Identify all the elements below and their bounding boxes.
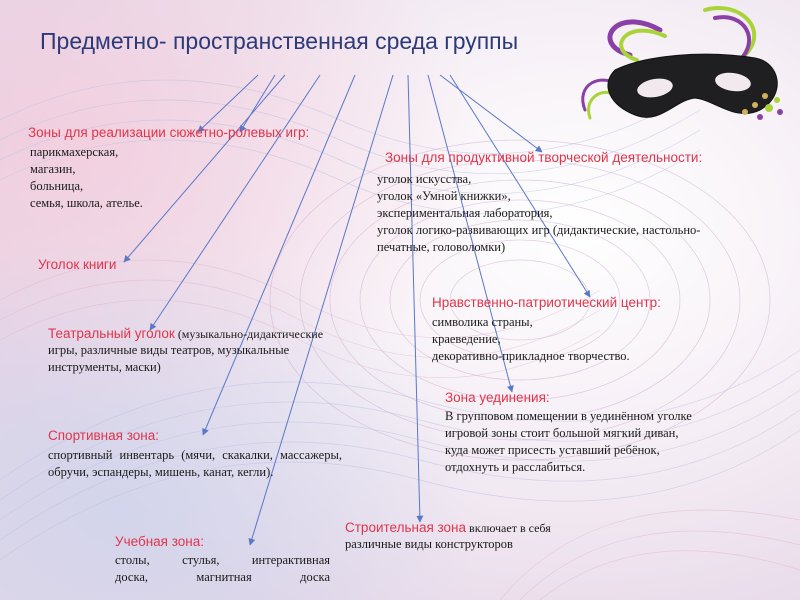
sport-description: обручи, эспандеры, мишень, канат, кегли).	[48, 465, 274, 479]
arrow-construction	[408, 75, 420, 522]
role-play-zone	[28, 125, 309, 212]
solitude-heading: Зона уединения:	[445, 390, 550, 405]
arrow-role-play	[198, 75, 258, 132]
list-item: семья, школа, ателье.	[30, 196, 143, 210]
carnival-mask-icon	[555, 0, 800, 135]
role-play-heading: Зоны для реализации сюжетно-ролевых игр:	[28, 125, 310, 140]
theater-description: (музыкально-дидактические	[174, 327, 324, 341]
list-item: уголок «Умной книжки»,	[377, 189, 511, 203]
list-item: больница,	[30, 179, 84, 193]
solitude-zone	[445, 390, 692, 476]
arrow-role-play-2	[240, 75, 275, 132]
study-zone	[115, 534, 330, 586]
list-item: экспериментальная лаборатория,	[377, 206, 553, 220]
sport-description: спортивный инвентарь (мячи, скакалки, массажеры,	[48, 448, 342, 462]
list-item: уголок искусства,	[377, 172, 472, 186]
study-heading: Учебная зона:	[115, 534, 204, 549]
construction-description: различные виды конструкторов	[345, 537, 513, 551]
list-item: парикмахерская,	[30, 145, 119, 159]
book-corner-heading: Уголок книги	[38, 257, 117, 272]
study-description: столы, стулья, интерактивная	[115, 553, 330, 567]
list-item: символика страны,	[432, 315, 533, 329]
book-corner-zone	[38, 257, 116, 272]
construction-heading: Строительная зона	[345, 520, 467, 535]
theater-zone	[48, 326, 398, 376]
construction-description: включает в себя	[466, 521, 551, 535]
patriotic-heading: Нравственно-патриотический центр:	[432, 295, 661, 310]
study-description: доска, магнитная доска	[115, 570, 330, 584]
sport-zone	[48, 428, 342, 481]
list-item: декоративно-прикладное творчество.	[432, 349, 630, 363]
page-title: Предметно- пространственная среда группы	[40, 28, 519, 54]
solitude-description: отдохнуть и расслабиться.	[445, 460, 586, 474]
patriotic-zone	[432, 295, 661, 365]
solitude-description: В групповом помещении в уединённом уголке	[445, 409, 692, 423]
theater-description: игры, различные виды театров, музыкальные	[48, 343, 290, 357]
sport-heading: Спортивная зона:	[48, 428, 159, 443]
construction-zone	[345, 520, 615, 553]
list-item: магазин,	[30, 162, 76, 176]
productive-zone	[377, 150, 703, 256]
list-item: уголок логико-развивающих игр (дидактические, настольно-	[377, 223, 701, 237]
theater-heading: Театральный уголок	[48, 326, 175, 341]
solitude-description: игровой зоны стоит большой мягкий диван,	[445, 426, 679, 440]
productive-heading: Зоны для продуктивной творческой деятельности:	[385, 150, 703, 165]
theater-description: инструменты, маски)	[48, 360, 161, 374]
solitude-description: куда может присесть уставший ребёнок,	[445, 443, 660, 457]
list-item: краеведение,	[432, 332, 501, 346]
list-item: печатные, головоломки)	[377, 240, 506, 254]
